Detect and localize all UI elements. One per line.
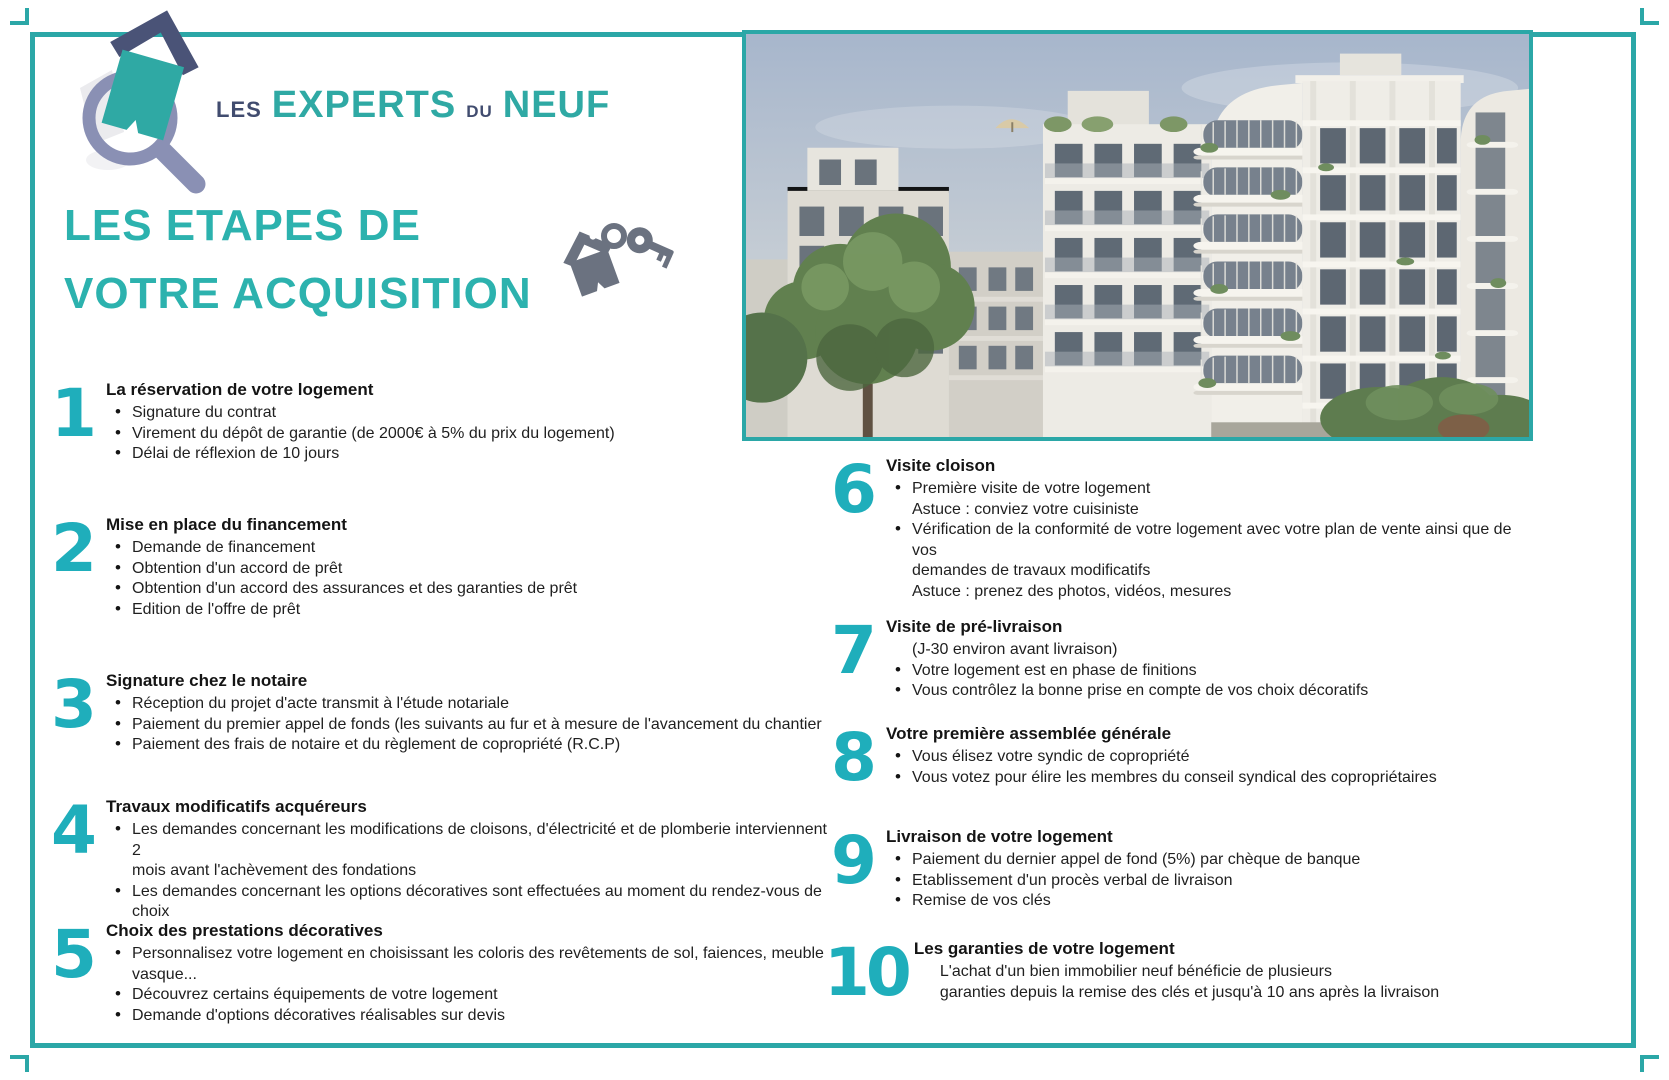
- step-item-bullet: • Paiement des frais de notaire et du règlement de copropriété (R.C.P): [106, 735, 832, 756]
- step-item-bullet: • Votre logement est en phase de finitions: [886, 661, 1534, 682]
- step-items: [106, 403, 832, 465]
- step-number: 10: [824, 934, 908, 1011]
- step-item-bullet: • Obtention d'un accord des assurances et des garanties de prêt: [106, 579, 832, 600]
- logo-word-experts: EXPERTS: [271, 84, 457, 126]
- step-item-bullet: • Les demandes concernant les options décoratives sont effectuées au moment du rendez-vous de choix: [106, 882, 832, 923]
- step-item-bullet: • Première visite de votre logement: [886, 479, 1534, 500]
- step-item-bullet: • Etablissement d'un procès verbal de livraison: [886, 871, 1534, 892]
- step-item-bullet: • Paiement du dernier appel de fond (5%) par chèque de banque: [886, 850, 1534, 871]
- step-item-note: L'achat d'un bien immobilier neuf bénéficie de plusieurs: [939, 963, 1332, 980]
- step-number: 8: [831, 719, 873, 796]
- step-items: [106, 944, 832, 1026]
- step-item-bullet: • Vérification de la conformité de votre logement avec votre plan de vente ainsi que de vos: [886, 520, 1534, 561]
- step-6: [824, 451, 1534, 602]
- step-item-bullet: • Vous votez pour élire les membres du conseil syndical des copropriétaires: [886, 768, 1534, 789]
- step-items: [886, 850, 1534, 912]
- step-item-note: garanties depuis la remise des clés et jusqu'à 10 ans après la livraison: [939, 983, 1440, 1001]
- step-item-bullet: • Réception du projet d'acte transmit à l'étude notariale: [106, 694, 832, 715]
- step-items: [886, 747, 1534, 788]
- step-7: [824, 612, 1534, 702]
- step-item-bullet: • Edition de l'offre de prêt: [106, 600, 832, 621]
- step-items: [106, 694, 832, 756]
- house-magnifier-icon: [72, 0, 220, 198]
- corner-bracket-bottom-left: [10, 1055, 29, 1072]
- step-4: [44, 792, 832, 923]
- step-number: 1: [51, 375, 93, 452]
- page-title: [64, 192, 532, 328]
- step-item-bullet: • Remise de vos clés: [886, 891, 1534, 912]
- step-number: 3: [51, 666, 93, 743]
- step-number: 5: [51, 916, 93, 993]
- logo-wordmark: [216, 84, 610, 127]
- step-3: [44, 666, 832, 756]
- page-title-line2: VOTRE ACQUISITION: [64, 269, 532, 318]
- step-title: Les garanties de votre logement: [913, 939, 1175, 958]
- step-body: [106, 796, 832, 923]
- step-number: 9: [831, 822, 873, 899]
- step-item-note: Astuce : prenez des photos, vidéos, mesures: [912, 582, 1232, 600]
- logo-word-neuf: NEUF: [502, 84, 611, 126]
- step-item-bullet: • Les demandes concernant les modifications de cloisons, d'électricité et de plomberie interviennent 2: [106, 820, 832, 861]
- step-body: [886, 723, 1534, 788]
- step-title: Votre première assemblée générale: [886, 724, 1172, 743]
- step-8: [824, 719, 1534, 796]
- step-number: 4: [51, 792, 93, 869]
- step-title: Livraison de votre logement: [886, 827, 1113, 846]
- step-1: [44, 375, 832, 465]
- logo-word-les: LES: [216, 97, 262, 122]
- corner-bracket-bottom-right: [1640, 1055, 1659, 1072]
- step-number: 2: [51, 510, 93, 587]
- step-item-bullet: • Virement du dépôt de garantie (de 2000€ à 5% du prix du logement): [106, 424, 832, 445]
- step-item-bullet: • Paiement du premier appel de fonds (les suivants au fur et à mesure de l'avancement du chantier: [106, 715, 832, 736]
- building-photo: [742, 30, 1533, 441]
- step-body: [106, 514, 832, 620]
- step-title: Visite de pré-livraison: [886, 617, 1063, 636]
- step-items: [886, 640, 1534, 702]
- step-9: [824, 822, 1534, 912]
- step-item-bullet: • Demande de financement: [106, 538, 832, 559]
- step-body: [886, 455, 1534, 602]
- step-body: [106, 379, 832, 465]
- corner-bracket-top-right: [1640, 8, 1659, 25]
- building-render: [746, 34, 1529, 437]
- step-2: [44, 510, 832, 620]
- step-body: [914, 938, 1562, 1003]
- step-item-bullet: • Obtention d'un accord de prêt: [106, 559, 832, 580]
- step-item-bullet: • Vous élisez votre syndic de copropriété: [886, 747, 1534, 768]
- step-item-bullet: • Découvrez certains équipements de votre logement: [106, 985, 832, 1006]
- step-5: [44, 916, 832, 1026]
- house-keys-icon: [556, 216, 674, 302]
- step-item-bullet: • Délai de réflexion de 10 jours: [106, 444, 832, 465]
- step-number: 7: [831, 612, 873, 689]
- step-title: Mise en place du financement: [106, 515, 347, 534]
- step-number: 6: [831, 451, 873, 528]
- step-item-bullet: • Vous contrôlez la bonne prise en compte de vos choix décoratifs: [886, 681, 1534, 702]
- step-10: [824, 934, 1562, 1011]
- step-body: [886, 826, 1534, 912]
- step-title: Visite cloison: [886, 456, 996, 475]
- step-items: [106, 538, 832, 620]
- step-items: [106, 820, 832, 923]
- step-title: La réservation de votre logement: [106, 380, 374, 399]
- step-title: Choix des prestations décoratives: [106, 921, 383, 940]
- step-item-note: Astuce : conviez votre cuisiniste: [912, 500, 1139, 518]
- step-body: [886, 616, 1534, 702]
- step-item-bullet: • Signature du contrat: [106, 403, 832, 424]
- step-items: [886, 479, 1534, 602]
- step-body: [106, 670, 832, 756]
- step-body: [106, 920, 832, 1026]
- step-item-note: demandes de travaux modificatifs: [912, 562, 1151, 579]
- corner-bracket-top-left: [10, 8, 29, 25]
- step-item-note: (J-30 environ avant livraison): [912, 641, 1118, 658]
- step-title: Travaux modificatifs acquéreurs: [106, 797, 367, 816]
- step-item-bullet: • Personnalisez votre logement en choisissant les coloris des revêtements de sol, faiences, meuble: [106, 944, 832, 965]
- step-items: [914, 962, 1562, 1003]
- step-item-bullet: • Demande d'options décoratives réalisables sur devis: [106, 1006, 832, 1027]
- logo-word-du: DU: [466, 102, 493, 121]
- step-item-note: mois avant l'achèvement des fondations: [132, 862, 417, 879]
- step-title: Signature chez le notaire: [106, 671, 308, 690]
- page-title-line1: LES ETAPES DE: [64, 201, 421, 250]
- step-item-note: vasque...: [132, 965, 197, 983]
